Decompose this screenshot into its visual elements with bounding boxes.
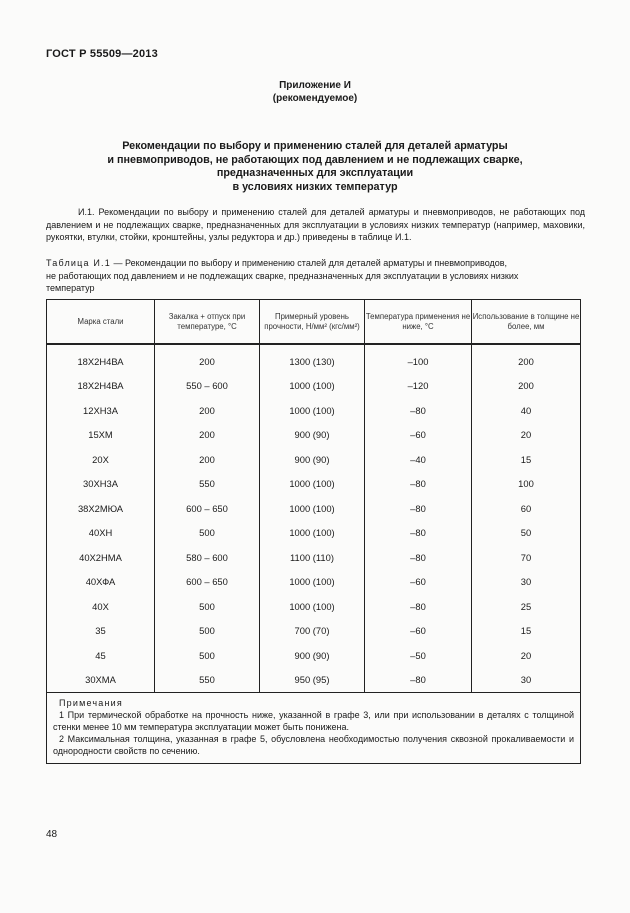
table-cell: 700 (70) — [260, 619, 365, 644]
table-cell: 900 (90) — [260, 423, 365, 448]
appendix-label: Приложение И — [279, 80, 351, 91]
table-cell: 1000 (100) — [260, 521, 365, 546]
table-cell: 500 — [155, 643, 260, 668]
table-cell: 30 — [472, 668, 581, 693]
table-cell: –80 — [365, 496, 472, 521]
table-notes — [47, 693, 581, 764]
table-cell: 40Х2НМА — [47, 545, 155, 570]
table-cell: –80 — [365, 472, 472, 497]
table-cell: 600 – 650 — [155, 570, 260, 595]
note-item: 1 При термической обработке на прочность ниже, указанной в графе 3, или при использовании в деталях с толщиной стенки менее 10 мм температура эксплуатации может быть понижена. — [53, 710, 574, 732]
table-row — [47, 643, 581, 668]
table-cell: 15 — [472, 619, 581, 644]
note-item: 2 Максимальная толщина, указанная в графе 5, обусловлена необходимостью получения сквозной прокаливаемости и однородности свойств по сечению. — [53, 734, 574, 756]
document-title — [0, 140, 630, 194]
table-cell: 1000 (100) — [260, 496, 365, 521]
table-row — [47, 594, 581, 619]
table-cell: –100 — [365, 349, 472, 374]
column-header: Использование в толщине не более, мм — [472, 300, 581, 345]
table-cell: –60 — [365, 619, 472, 644]
standard-header: ГОСТ Р 55509—2013 — [46, 48, 158, 60]
table-cell: 20 — [472, 643, 581, 668]
column-header: Температура применения не ниже, °С — [365, 300, 472, 345]
table-row — [47, 374, 581, 399]
table-header-row — [47, 300, 581, 345]
table-cell: 200 — [155, 398, 260, 423]
table-cell: 550 — [155, 668, 260, 693]
steel-table — [46, 299, 581, 764]
title-line: в условиях низких температур — [232, 180, 398, 193]
table-cell: 60 — [472, 496, 581, 521]
table-cell: –80 — [365, 398, 472, 423]
table-cell: 500 — [155, 521, 260, 546]
notes-heading: Примечания — [59, 698, 123, 708]
table-cell: 12ХН3А — [47, 398, 155, 423]
table-cell: 550 – 600 — [155, 374, 260, 399]
table-cell: 900 (90) — [260, 447, 365, 472]
column-header: Закалка + отпуск при температуре, °С — [155, 300, 260, 345]
table-cell: 200 — [155, 349, 260, 374]
column-header: Марка стали — [47, 300, 155, 345]
table-cell: 580 – 600 — [155, 545, 260, 570]
table-caption-text: — Рекомендации по выбору и применению сталей для деталей арматуры и пневмоприводов, — [110, 258, 508, 268]
table-cell: –80 — [365, 545, 472, 570]
table-row — [47, 398, 581, 423]
table-row — [47, 545, 581, 570]
table-cell: 1300 (130) — [260, 349, 365, 374]
table-cell: 30 — [472, 570, 581, 595]
table-row — [47, 668, 581, 693]
table-cell: 20 — [472, 423, 581, 448]
appendix-type: (рекомендуемое) — [272, 93, 358, 104]
table-row — [47, 496, 581, 521]
table-cell: 18Х2Н4ВА — [47, 374, 155, 399]
table-cell: –80 — [365, 594, 472, 619]
table-cell: –40 — [365, 447, 472, 472]
table-cell: 15 — [472, 447, 581, 472]
table-cell: 1000 (100) — [260, 374, 365, 399]
table-cell: 1100 (110) — [260, 545, 365, 570]
appendix-heading — [0, 79, 630, 105]
title-line: предназначенных для эксплуатации — [216, 167, 414, 179]
table-cell: 35 — [47, 619, 155, 644]
table-caption-text: температур — [46, 283, 95, 293]
table-cell: 950 (95) — [260, 668, 365, 693]
table-cell: 50 — [472, 521, 581, 546]
table-cell: 200 — [472, 349, 581, 374]
table-cell: 500 — [155, 594, 260, 619]
column-header: Примерный уровень прочности, Н/мм² (кгс/мм²) — [260, 300, 365, 345]
table-cell: 1000 (100) — [260, 398, 365, 423]
table-row — [47, 349, 581, 374]
table-cell: 40Х — [47, 594, 155, 619]
table-row — [47, 447, 581, 472]
table-caption-label: Таблица И.1 — [46, 258, 111, 268]
table-cell: –60 — [365, 570, 472, 595]
table-cell: –80 — [365, 668, 472, 693]
table-cell: 1000 (100) — [260, 472, 365, 497]
table-cell: 45 — [47, 643, 155, 668]
table-cell: 200 — [155, 423, 260, 448]
table-cell: –50 — [365, 643, 472, 668]
title-line: Рекомендации по выбору и применению сталей для деталей арматуры — [122, 140, 508, 152]
table-body — [47, 344, 581, 693]
table-cell: 25 — [472, 594, 581, 619]
title-line: и пневмоприводов, не работающих под давлением и не подлежащих сварке, — [107, 153, 523, 166]
table-row — [47, 619, 581, 644]
table-cell: 20Х — [47, 447, 155, 472]
table-cell: 600 – 650 — [155, 496, 260, 521]
table-cell: 200 — [155, 447, 260, 472]
table-row — [47, 423, 581, 448]
table-cell: 40ХН — [47, 521, 155, 546]
table-cell: 15ХМ — [47, 423, 155, 448]
table-cell: 18Х2Н4ВА — [47, 349, 155, 374]
table-cell: 900 (90) — [260, 643, 365, 668]
table-row — [47, 521, 581, 546]
table-cell: 500 — [155, 619, 260, 644]
table-cell: 550 — [155, 472, 260, 497]
table-caption-text: не работающих под давлением и не подлежащих сварке, предназначенных для эксплуатации в условиях низких — [46, 270, 519, 281]
table-cell: 30ХМА — [47, 668, 155, 693]
table-cell: –60 — [365, 423, 472, 448]
table-cell: 40ХФА — [47, 570, 155, 595]
table-cell: 1000 (100) — [260, 570, 365, 595]
table-cell: 100 — [472, 472, 581, 497]
table-cell: 70 — [472, 545, 581, 570]
table-cell: 38Х2МЮА — [47, 496, 155, 521]
table-cell: 40 — [472, 398, 581, 423]
table-cell: –120 — [365, 374, 472, 399]
table-row — [47, 472, 581, 497]
table-caption — [46, 257, 585, 295]
table-cell: 200 — [472, 374, 581, 399]
page-number: 48 — [46, 829, 58, 840]
table-cell: 30ХН3А — [47, 472, 155, 497]
table-cell: 1000 (100) — [260, 594, 365, 619]
table-row — [47, 570, 581, 595]
table-cell: –80 — [365, 521, 472, 546]
intro-paragraph: И.1. Рекомендации по выбору и применению сталей для деталей арматуры и пневмоприводов, не работающих под давлением и не подлежащих сварке, предназначенных для эксплуатации в условиях низких температур (например, маховики, рукоятки, втулки, стойки, кронштейны, узлы редуктора и др.) приведены в таблице И.1. — [46, 207, 585, 242]
